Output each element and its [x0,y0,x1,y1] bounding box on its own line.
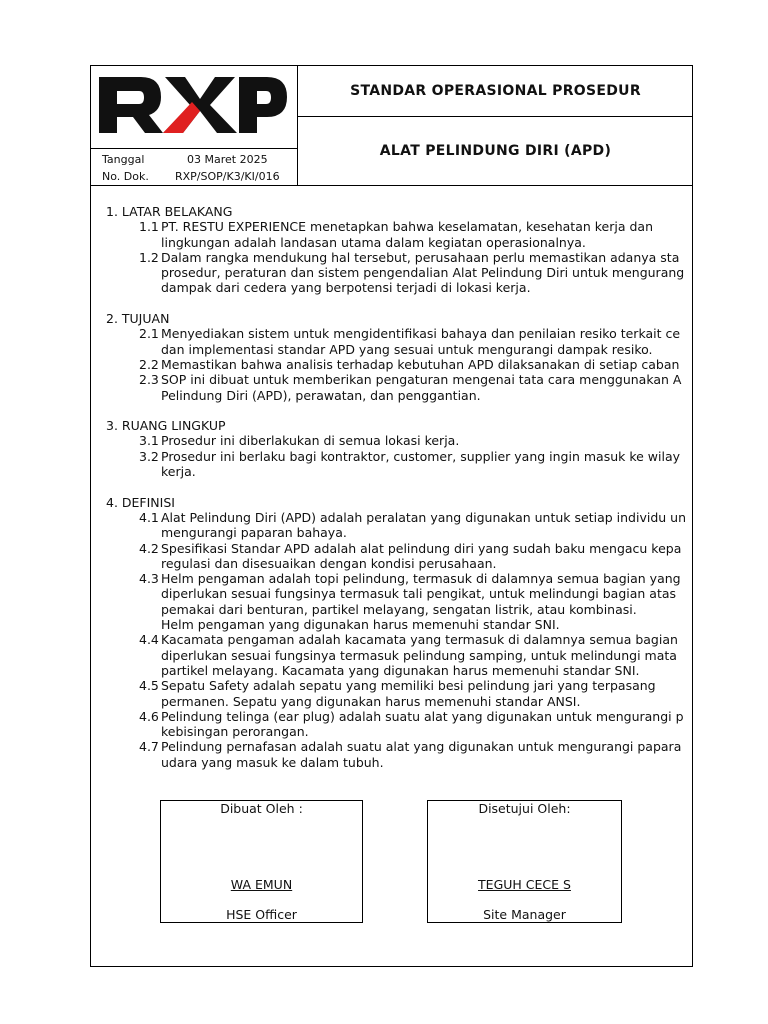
signature-heading: Disetujui Oleh: [478,801,571,816]
document-title: STANDAR OPERASIONAL PROSEDUR [298,66,693,117]
list-item [106,541,693,572]
item-number: 4.6 [139,708,159,724]
item-text-line: Sepatu Safety adalah sepatu yang memiliki besi pelindung jari yang terpasang [161,678,656,694]
section [106,495,693,770]
list-item [106,510,693,541]
list-item [106,449,693,480]
section [106,204,693,296]
section-title: 2. TUJUAN [106,311,170,327]
item-text-line: Pelindung pernafasan adalah suatu alat yang digunakan untuk mengurangi papara [161,739,682,755]
item-text-line: kerja. [161,464,196,480]
document-body [106,204,693,785]
item-text-line: udara yang masuk ke dalam tubuh. [161,754,384,770]
signature-box-prepared [160,800,363,923]
signature-name: TEGUH CECE S [478,877,571,892]
list-item [106,326,693,357]
item-number: 4.4 [139,632,159,648]
signature-box-approved [427,800,622,923]
item-text-line: kebisingan perorangan. [161,724,309,740]
item-number: 3.2 [139,448,159,464]
item-number: 4.5 [139,678,159,694]
item-text-line: SOP ini dibuat untuk memberikan pengaturan mengenai tata cara menggunakan A [161,372,682,388]
section [106,311,693,403]
meta-label: No. Dok. [102,170,149,183]
item-number: 4.2 [139,540,159,556]
document-subtitle: ALAT PELINDUNG DIRI (APD) [379,143,612,159]
item-text-line: Memastikan bahwa analisis terhadap kebutuhan APD dilaksanakan di setiap caban [161,356,680,372]
signature-heading: Dibuat Oleh : [220,801,303,816]
list-item [106,433,693,448]
item-text-line: diperlukan sesuai fungsinya termasuk tali pengikat, untuk melindungi bagian atas [161,586,677,602]
item-text-line: Helm pengaman adalah topi pelindung, termasuk di dalamnya semua bagian yang [161,571,681,587]
section-title: 3. RUANG LINGKUP [106,418,226,434]
item-text-line: Kacamata pengaman adalah kacamata yang termasuk di dalamnya semua bagian [161,632,678,648]
item-text-line: Prosedur ini berlaku bagi kontraktor, customer, supplier yang ingin masuk ke wilay [161,448,681,464]
item-text-line: Menyediakan sistem untuk mengidentifikasi bahaya dan penilaian resiko terkait ce [161,326,681,342]
item-number: 4.3 [139,571,159,587]
item-text-line: PT. RESTU EXPERIENCE menetapkan bahwa keselamatan, kesehatan kerja dan [161,219,654,235]
item-text-line: dan implementasi standar APD yang sesuai untuk mengurangi dampak resiko. [161,341,653,357]
section-title: 1. LATAR BELAKANG [106,204,233,219]
meta-label: Tanggal [102,153,145,166]
company-logo [91,66,297,149]
item-text-line: partikel melayang. Kacamata yang digunakan harus memenuhi standar SNI. [161,662,640,678]
sop-document [90,65,693,967]
meta-value: 03 Maret 2025 [187,153,268,166]
list-item [106,709,693,740]
list-item [106,571,693,632]
item-text-line: diperlukan sesuai fungsinya termasuk pelindung samping, untuk melindungi mata [161,647,677,663]
item-text-line: Pelindung Diri (APD), perawatan, dan penggantian. [161,387,481,403]
list-item [106,372,693,403]
signature-role: Site Manager [483,907,566,922]
list-item [106,250,693,296]
item-text-line: prosedur, peraturan dan sistem pengendalian Alat Pelindung Diri untuk mengurang [161,265,685,281]
item-text-line: Helm pengaman yang digunakan harus memenuhi standar SNI. [161,617,560,633]
section [106,418,693,479]
item-text-line: Prosedur ini diberlakukan di semua lokasi kerja. [161,433,460,449]
list-item [106,219,693,250]
section-title: 4. DEFINISI [106,494,175,510]
item-number: 2.1 [139,326,159,342]
item-text-line: Dalam rangka mendukung hal tersebut, perusahaan perlu memastikan adanya sta [161,249,680,265]
header-left-panel [91,66,298,185]
item-text-line: Alat Pelindung Diri (APD) adalah peralatan yang digunakan untuk setiap individu un [161,509,686,525]
item-text-line: lingkungan adalah landasan utama dalam kegiatan operasionalnya. [161,234,586,250]
rxp-logo-icon [97,73,290,137]
item-number: 2.3 [139,372,159,388]
item-text-line: mengurangi paparan bahaya. [161,525,347,541]
document-header [91,66,693,186]
signature-role: HSE Officer [226,907,297,922]
item-number: 2.2 [139,356,159,372]
item-number: 3.1 [139,433,159,449]
item-text-line: Spesifikasi Standar APD adalah alat pelindung diri yang sudah baku mengacu kepa [161,540,682,556]
list-item [106,632,693,678]
item-text-line: dampak dari cedera yang berpotensi terjadi di lokasi kerja. [161,280,531,296]
meta-row-docno [91,168,297,185]
item-text-line: regulasi dan disesuaikan dengan kondisi perusahaan. [161,555,497,571]
meta-row-date [91,151,297,168]
item-text-line: permanen. Sepatu yang digunakan harus memenuhi standar ANSI. [161,693,581,709]
meta-value: RXP/SOP/K3/KI/016 [175,170,280,183]
signature-name: WA EMUN [230,877,293,892]
list-item [106,357,693,372]
item-number: 4.1 [139,509,159,525]
item-text-line: Pelindung telinga (ear plug) adalah suatu alat yang digunakan untuk mengurangi p [161,708,684,724]
item-number: 4.7 [139,739,159,755]
item-text-line: pemakai dari benturan, partikel melayang, sengatan listrik, atau kombinasi. [161,601,637,617]
list-item [106,678,693,709]
list-item [106,739,693,770]
item-number: 1.2 [139,249,159,265]
item-number: 1.1 [139,219,159,235]
